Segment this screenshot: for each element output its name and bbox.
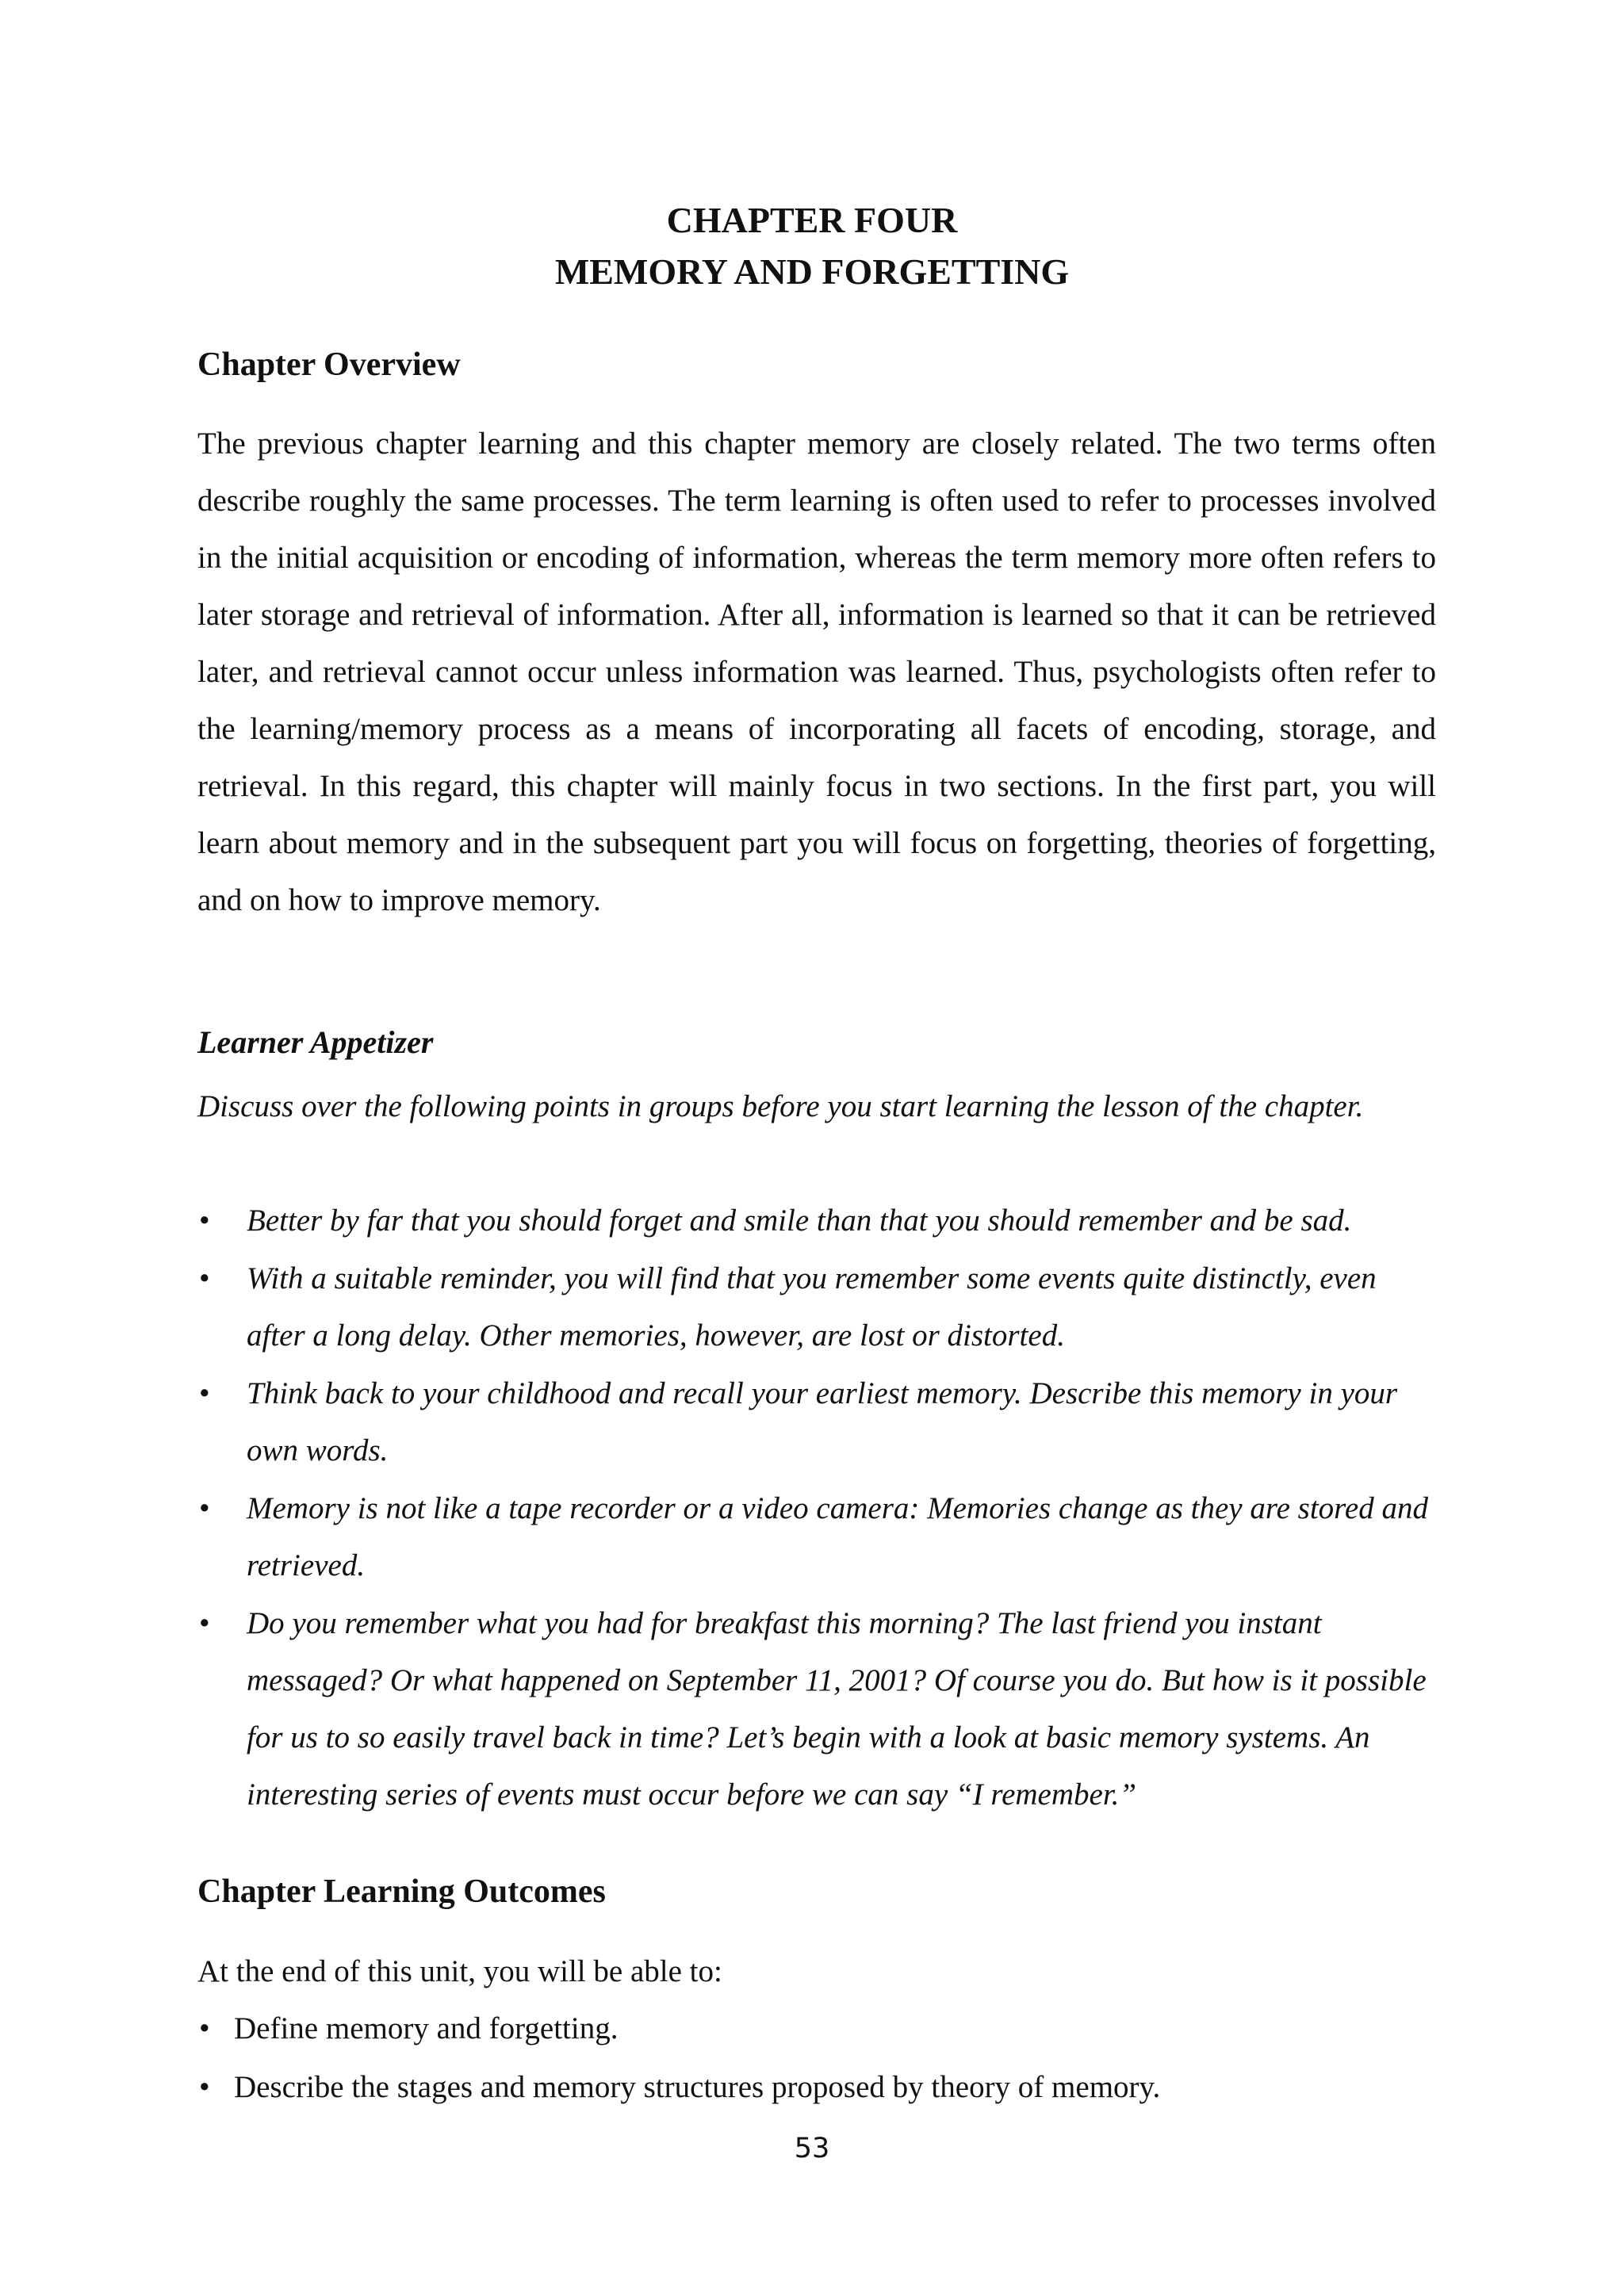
overview-heading: Chapter Overview [197,346,461,383]
bullet-icon: • [199,1606,210,1640]
bullet-icon: • [199,1203,210,1238]
list-item-text: Better by far that you should forget and smile than that you should remember and be sad. [247,1203,1352,1238]
overview-paragraph: The previous chapter learning and this chapter memory are closely related. The two terms often describe roughly the same processes. The term learning is often used to refer to processes involved in the initial acquisition or encoding of information, whereas the term memory more often refers to later storage and retrieval of information. After all, information is learned so that it can be retrieved later, and retrieval cannot occur unless information was learned. Thus, psychologists often refer to the learning/memory process as a means of incorporating all facets of encoding, storage, and retrieval. In this regard, this chapter will mainly focus in two sections. In the first part, you will learn about memory and in the subsequent part you will focus on forgetting, theories of forgetting, and on how to improve memory. [197,427,1436,917]
page-number: 53 [794,2133,830,2164]
list-item-text: Describe the stages and memory structures proposed by theory of memory. [234,2070,1161,2104]
appetizer-points-list [197,1192,1436,1824]
outcomes-heading: Chapter Learning Outcomes [197,1873,606,1910]
list-item [197,1365,1436,1479]
bullet-icon: • [199,1491,210,1525]
list-item-text: Define memory and forgetting. [234,2011,619,2045]
chapter-label: CHAPTER FOUR [666,200,958,240]
bullet-icon: • [199,1376,210,1410]
bullet-icon: • [199,2070,210,2104]
list-item-text: Do you remember what you had for breakfast this morning? The last friend you instant messaged? Or what happened on September 11, 2001? Of course you do. But how is it possible for us to so easily travel back in time? Let’s begin with a look at basic memory systems. An interesting series of events must occur before we can say “I remember.” [247,1606,1427,1812]
appetizer-intro: Discuss over the following points in groups before you start learning the lesson of the chapter. [197,1089,1364,1123]
outcomes-list [197,1999,1436,2117]
chapter-title: MEMORY AND FORGETTING [554,251,1070,292]
list-item [197,1999,1436,2058]
bullet-icon: • [199,1261,210,1295]
list-item-text: Think back to your childhood and recall your earliest memory. Describe this memory in your own words. [247,1376,1398,1468]
list-item [197,1192,1436,1249]
list-item [197,2058,1436,2117]
list-item [197,1595,1436,1823]
list-item [197,1480,1436,1594]
outcomes-intro: At the end of this unit, you will be able to: [197,1954,722,1988]
bullet-icon: • [199,2011,210,2045]
appetizer-heading: Learner Appetizer [197,1024,434,1060]
list-item-text: Memory is not like a tape recorder or a video camera: Memories change as they are stored and retrieved. [247,1491,1428,1582]
list-item [197,1250,1436,1364]
list-item-text: With a suitable reminder, you will find that you remember some events quite distinctly, even after a long delay. Other memories, however, are lost or distorted. [247,1261,1377,1353]
